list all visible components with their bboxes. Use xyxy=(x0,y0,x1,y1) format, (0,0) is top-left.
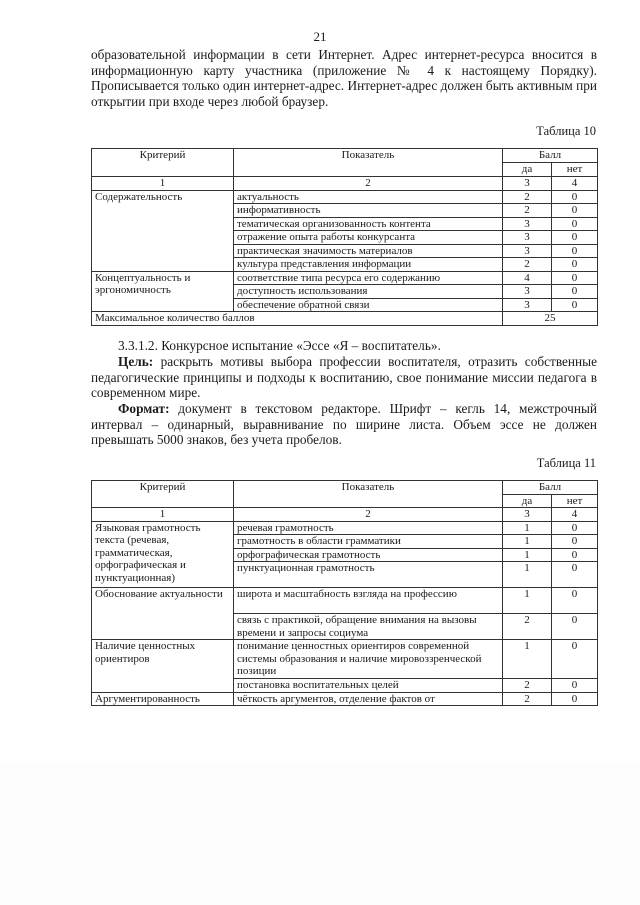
yes-score-cell: 3 xyxy=(503,217,552,231)
column-number: 2 xyxy=(234,508,503,522)
total-label: Максимальное количество баллов xyxy=(92,312,503,326)
column-number: 1 xyxy=(92,177,234,191)
indicator-cell: орфографическая грамотность xyxy=(234,548,503,562)
header-indicator: Показатель xyxy=(234,149,503,177)
column-number: 4 xyxy=(552,177,598,191)
indicator-cell: широта и масштабность взгляда на профессию xyxy=(234,588,503,614)
header-indicator: Показатель xyxy=(234,481,503,508)
yes-score-cell: 1 xyxy=(503,588,552,614)
yes-score-cell: 2 xyxy=(503,679,552,693)
criterion-cell: Языковая грамотность текста (речевая, грамматическая, орфографическая и пунктуационная) xyxy=(92,521,234,588)
no-score-cell: 0 xyxy=(552,521,598,535)
yes-score-cell: 2 xyxy=(503,204,552,218)
header-yes: да xyxy=(503,163,552,177)
yes-score-cell: 3 xyxy=(503,285,552,299)
column-number: 3 xyxy=(503,177,552,191)
criterion-cell: Концептуальность и эргономичность xyxy=(92,271,234,312)
indicator-cell: связь с практикой, обращение внимания на вызовы времени и запросы социума xyxy=(234,614,503,640)
no-score-cell: 0 xyxy=(552,679,598,693)
goal-paragraph xyxy=(91,354,597,401)
indicator-cell: отражение опыта работы конкурсанта xyxy=(234,231,503,245)
header-no: нет xyxy=(552,494,598,508)
no-score-cell: 0 xyxy=(552,244,598,258)
no-score-cell: 0 xyxy=(552,204,598,218)
no-score-cell: 0 xyxy=(552,298,598,312)
indicator-cell: пунктуационная грамотность xyxy=(234,562,503,588)
yes-score-cell: 1 xyxy=(503,535,552,549)
page-number: 21 xyxy=(313,29,327,44)
no-score-cell: 0 xyxy=(552,190,598,204)
no-score-cell: 0 xyxy=(552,548,598,562)
indicator-cell: обеспечение обратной связи xyxy=(234,298,503,312)
criterion-cell: Аргументированность xyxy=(92,692,234,706)
no-score-cell: 0 xyxy=(552,535,598,549)
no-score-cell: 0 xyxy=(552,562,598,588)
yes-score-cell: 1 xyxy=(503,548,552,562)
header-yes: да xyxy=(503,494,552,508)
column-number: 3 xyxy=(503,508,552,522)
no-score-cell: 0 xyxy=(552,231,598,245)
indicator-cell: тематическая организованность контента xyxy=(234,217,503,231)
yes-score-cell: 1 xyxy=(503,562,552,588)
table11-caption: Таблица 11 xyxy=(536,456,596,470)
criterion-cell: Обоснование актуальности xyxy=(92,588,234,640)
goal-text: раскрыть мотивы выбора профессии воспитателя, отразить собственные педагогические принципы и подходы к воспитанию, свое понимание миссии педагога в современном мире. xyxy=(91,354,597,400)
indicator-cell: доступность использования xyxy=(234,285,503,299)
header-no: нет xyxy=(552,163,598,177)
yes-score-cell: 4 xyxy=(503,271,552,285)
indicator-cell: постановка воспитательных целей xyxy=(234,679,503,693)
column-number: 4 xyxy=(552,508,598,522)
header-criterion: Критерий xyxy=(92,481,234,508)
indicator-cell: чёткость аргументов, отделение фактов от xyxy=(234,692,503,706)
indicator-cell: соответствие типа ресурса его содержанию xyxy=(234,271,503,285)
blank-area-below-page xyxy=(0,762,640,905)
indicator-cell: культура представления информации xyxy=(234,258,503,272)
no-score-cell: 0 xyxy=(552,588,598,614)
goal-label: Цель: xyxy=(118,354,154,369)
table10-caption: Таблица 10 xyxy=(536,124,596,138)
column-number: 1 xyxy=(92,508,234,522)
format-paragraph xyxy=(91,401,597,448)
yes-score-cell: 2 xyxy=(503,258,552,272)
no-score-cell: 0 xyxy=(552,692,598,706)
yes-score-cell: 2 xyxy=(503,190,552,204)
no-score-cell: 0 xyxy=(552,614,598,640)
yes-score-cell: 1 xyxy=(503,521,552,535)
yes-score-cell: 3 xyxy=(503,298,552,312)
indicator-cell: актуальность xyxy=(234,190,503,204)
no-score-cell: 0 xyxy=(552,258,598,272)
yes-score-cell: 2 xyxy=(503,692,552,706)
indicator-cell: грамотность в области грамматики xyxy=(234,535,503,549)
indicator-cell: информативность xyxy=(234,204,503,218)
header-criterion: Критерий xyxy=(92,149,234,177)
no-score-cell: 0 xyxy=(552,271,598,285)
section-title: 3.3.1.2. Конкурсное испытание «Эссе «Я – воспитатель». xyxy=(118,338,441,353)
format-text: документ в текстовом редакторе. Шрифт – кегль 14, межстрочный интервал – одинарный, выравнивание по ширине листа. Объем эссе не должен превышать 5000 знаков, без учета пробелов. xyxy=(91,401,597,447)
column-number: 2 xyxy=(234,177,503,191)
yes-score-cell: 3 xyxy=(503,231,552,245)
criterion-cell: Наличие ценностных ориентиров xyxy=(92,640,234,693)
indicator-cell: речевая грамотность xyxy=(234,521,503,535)
format-label: Формат: xyxy=(118,401,170,416)
header-score: Балл xyxy=(503,149,598,163)
intro-paragraph: образовательной информации в сети Интернет. Адрес интернет-ресурса вносится в информационную карту участника (приложение № 4 к настоящему Порядку). Прописывается только один интернет-адрес. Интернет-адрес должен быть активным при открытии при входе через любой браузер. xyxy=(91,47,597,109)
indicator-cell: понимание ценностных ориентиров современной системы образования и наличие мировоззренческой позиции xyxy=(234,640,503,679)
indicator-cell: практическая значимость материалов xyxy=(234,244,503,258)
no-score-cell: 0 xyxy=(552,285,598,299)
criterion-cell: Содержательность xyxy=(92,190,234,271)
table-10 xyxy=(91,148,598,326)
no-score-cell: 0 xyxy=(552,640,598,679)
total-value: 25 xyxy=(503,312,598,326)
table-11 xyxy=(91,480,598,706)
yes-score-cell: 2 xyxy=(503,614,552,640)
yes-score-cell: 3 xyxy=(503,244,552,258)
no-score-cell: 0 xyxy=(552,217,598,231)
header-score: Балл xyxy=(503,481,598,495)
yes-score-cell: 1 xyxy=(503,640,552,679)
